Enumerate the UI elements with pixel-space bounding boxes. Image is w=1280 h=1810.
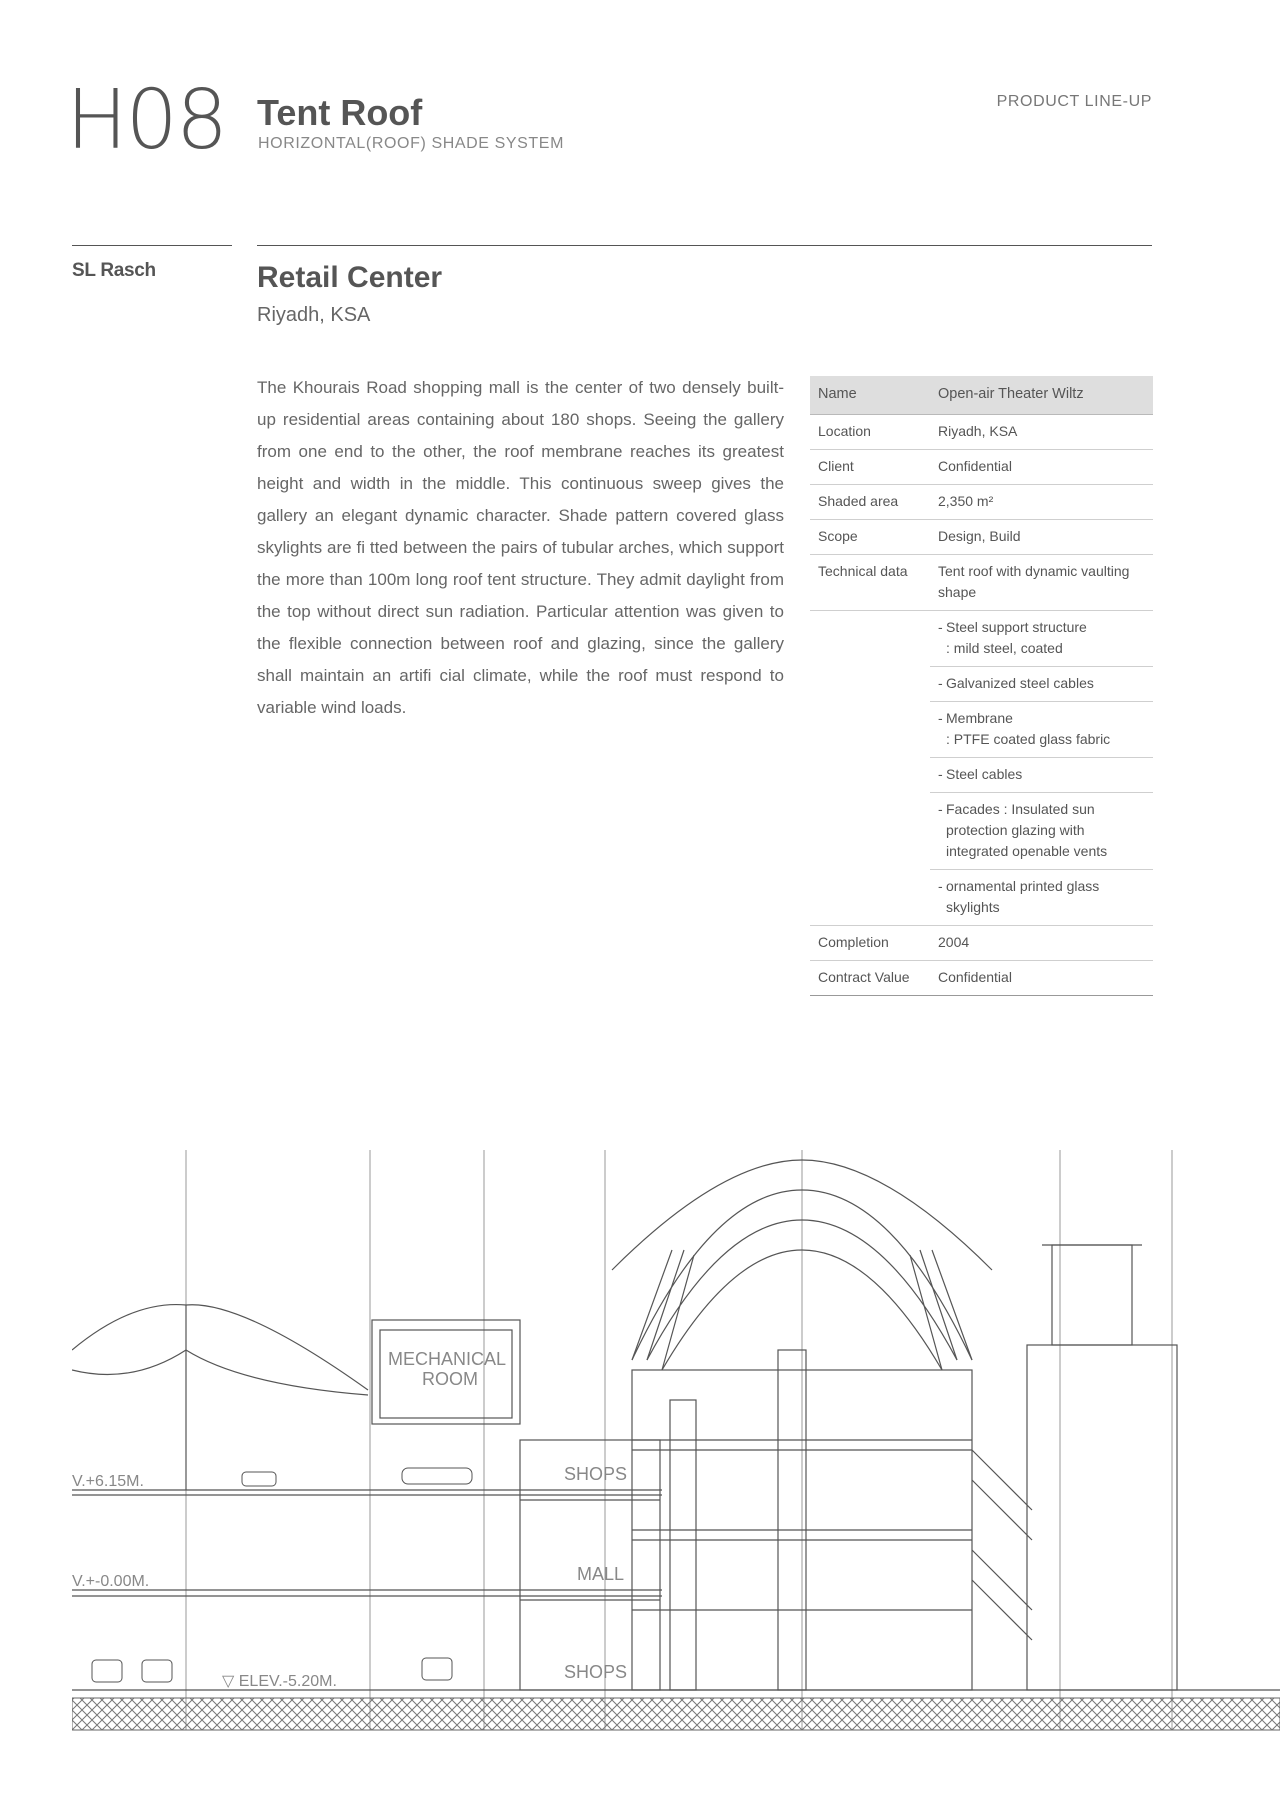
project-location: Riyadh, KSA xyxy=(257,304,371,326)
row-label-completion: Completion xyxy=(810,926,930,961)
table-row xyxy=(810,450,1153,485)
table-row xyxy=(810,667,1153,702)
company-name: SL Rasch xyxy=(72,260,156,281)
row-label-name: Name xyxy=(810,376,930,415)
table-row xyxy=(810,611,1153,667)
table-row xyxy=(810,793,1153,870)
row-value-technical: Tent roof with dynamic vaulting shape xyxy=(930,555,1153,611)
project-name: Retail Center xyxy=(257,261,443,294)
divider-main xyxy=(257,245,1152,246)
tech-item: - Steel cables xyxy=(930,758,1153,793)
row-value-name: Open-air Theater Wiltz xyxy=(930,376,1153,415)
table-row xyxy=(810,702,1153,758)
row-label-contract: Contract Value xyxy=(810,961,930,996)
tech-item: - Galvanized steel cables xyxy=(930,667,1153,702)
product-title: Tent Roof xyxy=(257,92,423,133)
label-elev-lower: ▽ ELEV.-5.20M. xyxy=(222,1673,337,1690)
table-row xyxy=(810,485,1153,520)
tech-item: - Steel support structure : mild steel, coated xyxy=(930,611,1153,667)
row-label-client: Client xyxy=(810,450,930,485)
table-row xyxy=(810,376,1153,415)
row-label-scope: Scope xyxy=(810,520,930,555)
table-row xyxy=(810,520,1153,555)
table-row xyxy=(810,555,1153,611)
tech-item: - Membrane : PTFE coated glass fabric xyxy=(930,702,1153,758)
section-label: PRODUCT LINE-UP xyxy=(996,93,1152,110)
label-elev-upper: V.+6.15M. xyxy=(72,1473,144,1490)
product-code: H08 xyxy=(66,73,227,168)
row-value-contract: Confidential xyxy=(930,961,1153,996)
row-label-area: Shaded area xyxy=(810,485,930,520)
project-info-table xyxy=(810,376,1153,996)
row-label-technical: Technical data xyxy=(810,555,930,611)
label-room: ROOM xyxy=(422,1369,478,1389)
row-value-client: Confidential xyxy=(930,450,1153,485)
project-description: The Khourais Road shopping mall is the center of two densely built-up residential areas containing about 180 shops. Seeing the gallery from one end to the other, the roof membrane reaches its greatest height and width in the middle. This continuous sweep gives the gallery an elegant dynamic character. Shade pattern covered glass skylights are fi tted between the pairs of tubular arches, which support the more than 100m long roof tent structure. They admit daylight from the top without direct sun radiation. Particular attention was given to the flexible connection between roof and glazing, since the gallery shall maintain an artifi cial climate, while the roof must respond to variable wind loads. xyxy=(257,378,784,717)
label-shops-upper: SHOPS xyxy=(564,1464,628,1484)
row-value-area: 2,350 m² xyxy=(930,485,1153,520)
table-row xyxy=(810,758,1153,793)
product-subtitle: HORIZONTAL(ROOF) SHADE SYSTEM xyxy=(258,135,565,152)
section-drawing xyxy=(72,1150,1280,1740)
table-row xyxy=(810,415,1153,450)
table-row xyxy=(810,961,1153,996)
label-mall: MALL xyxy=(577,1564,625,1584)
row-label-location: Location xyxy=(810,415,930,450)
label-elev-ground: V.+-0.00M. xyxy=(72,1573,150,1590)
table-row xyxy=(810,926,1153,961)
row-value-scope: Design, Build xyxy=(930,520,1153,555)
table-row xyxy=(810,870,1153,926)
row-value-location: Riyadh, KSA xyxy=(930,415,1153,450)
tech-item: - Facades : Insulated sun protection glazing with integrated openable vents xyxy=(930,793,1153,870)
label-shops-lower: SHOPS xyxy=(564,1662,628,1682)
tech-item: - ornamental printed glass skylights xyxy=(930,870,1153,926)
label-mechanical: MECHANICAL xyxy=(388,1349,507,1369)
row-value-completion: 2004 xyxy=(930,926,1153,961)
divider-left xyxy=(72,245,232,246)
